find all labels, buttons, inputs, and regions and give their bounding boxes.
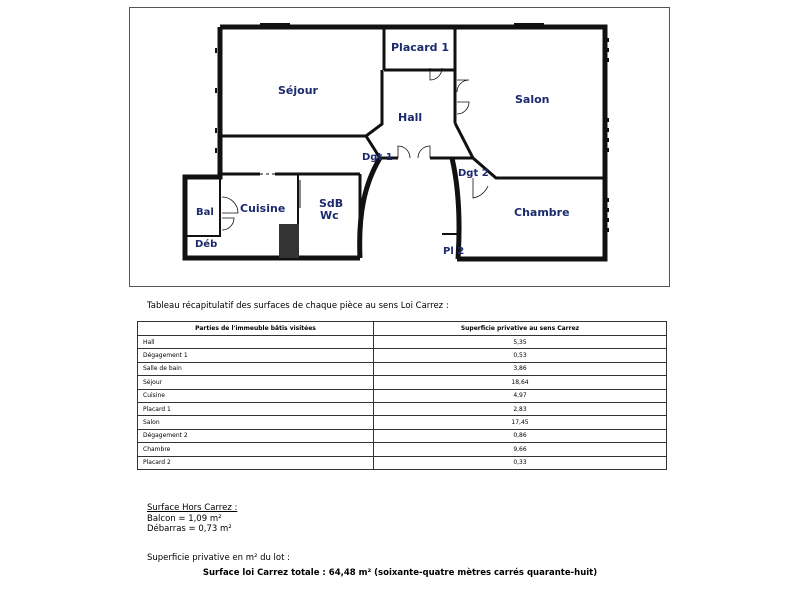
wall-sejour-hall — [220, 70, 382, 136]
floor-plan — [129, 7, 670, 287]
lot-intro: Superficie privative en m² du lot : — [147, 553, 291, 563]
room-label-cuisine: Cuisine — [240, 202, 286, 215]
room-label-wc: Wc — [320, 209, 339, 222]
row-value: 0,86 — [374, 429, 667, 442]
total-surface: Surface loi Carrez totale : 64,48 m² (soixante-quatre mètres carrés quarante-huit) — [202, 568, 598, 578]
table-row — [138, 456, 667, 469]
room-label-chambre: Chambre — [514, 206, 570, 219]
table-row — [138, 362, 667, 375]
header-parts: Parties de l'immeuble bâtis visitées — [138, 322, 374, 336]
table-row — [138, 349, 667, 362]
balcon-line: Balcon = 1,09 m² — [147, 513, 222, 524]
row-value: 0,53 — [374, 349, 667, 362]
row-name: Cuisine — [138, 389, 374, 402]
room-label-dgt2: Dgt 2 — [458, 168, 489, 179]
row-name: Placard 2 — [138, 456, 374, 469]
room-label-hall: Hall — [398, 111, 423, 124]
hors-carrez-title: Surface Hors Carrez : — [147, 503, 238, 513]
row-value: 2,83 — [374, 402, 667, 415]
table-row — [138, 402, 667, 415]
row-name: Salon — [138, 416, 374, 429]
table-row — [138, 443, 667, 456]
row-name: Hall — [138, 336, 374, 349]
table-row — [138, 429, 667, 442]
row-value: 0,33 — [374, 456, 667, 469]
row-name: Dégagement 1 — [138, 349, 374, 362]
row-value: 4,97 — [374, 389, 667, 402]
debarras-line: Débarras = 0,73 m² — [147, 524, 232, 534]
row-name: Séjour — [138, 376, 374, 389]
row-name: Placard 1 — [138, 402, 374, 415]
row-value: 9,66 — [374, 443, 667, 456]
room-label-bal: Bal — [196, 207, 214, 218]
row-name: Salle de bain — [138, 362, 374, 375]
room-label-sejour: Séjour — [278, 84, 318, 97]
room-label-salon: Salon — [515, 93, 550, 106]
table-caption: Tableau récapitulatif des surfaces de chaque pièce au sens Loi Carrez : — [147, 301, 449, 311]
outer-wall-left — [185, 27, 360, 258]
table-header-row — [138, 322, 667, 336]
row-value: 17,45 — [374, 416, 667, 429]
table-row — [138, 336, 667, 349]
header-surface: Superficie privative au sens Carrez — [374, 322, 667, 336]
floor-plan-drawing — [130, 8, 671, 288]
row-value: 3,86 — [374, 362, 667, 375]
row-value: 18,64 — [374, 376, 667, 389]
surfaces-table — [137, 321, 667, 470]
table-row — [138, 416, 667, 429]
curve-left — [360, 158, 380, 258]
table-row — [138, 376, 667, 389]
room-label-dgt1: Dgt 1 — [362, 152, 393, 163]
row-value: 5,35 — [374, 336, 667, 349]
outer-wall — [220, 27, 605, 259]
row-name: Chambre — [138, 443, 374, 456]
wc-fixture — [279, 224, 299, 258]
hors-carrez-block — [147, 503, 237, 535]
room-label-pl2: Pl 2 — [443, 246, 465, 257]
room-label-sdb: SdB — [319, 197, 344, 210]
table-row — [138, 389, 667, 402]
row-name: Dégagement 2 — [138, 429, 374, 442]
room-label-deb: Déb — [195, 239, 218, 250]
room-label-placard1: Placard 1 — [391, 41, 449, 54]
